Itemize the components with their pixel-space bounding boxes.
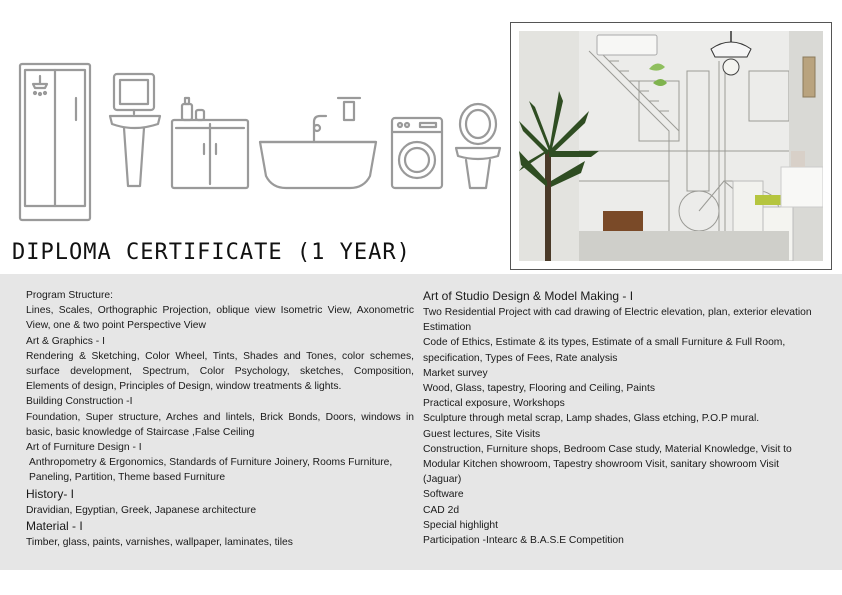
furniture-design-heading: Art of Furniture Design - I bbox=[26, 442, 142, 454]
estimation-heading: Estimation bbox=[423, 322, 472, 334]
washbasin-icon bbox=[110, 74, 160, 186]
studio-heading: Art of Studio Design & Model Making - I bbox=[423, 289, 634, 303]
program-structure-text: Lines, Scales, Orthographic Projection, oblique view Isometric View, Axonometric View, one & two point Perspective View bbox=[26, 305, 414, 332]
course-content-panel bbox=[0, 274, 842, 570]
practical-text: Sculpture through metal scrap, Lamp shades, Glass etching, P.O.P mural. bbox=[423, 413, 760, 425]
history-text: Dravidian, Egyptian, Greek, Japanese architecture bbox=[26, 504, 257, 516]
page-title: DIPLOMA CERTIFICATE (1 YEAR) bbox=[12, 240, 411, 265]
art-graphics-text: Rendering & Sketching, Color Wheel, Tints, Shades and Tones, color schemes, surface development, Spectrum, Color Psychology, sketches, Composition, Elements of design, Principles of Design, window treatments & lights. bbox=[26, 350, 414, 393]
shower-cabin-icon bbox=[20, 64, 90, 220]
history-heading: History- I bbox=[26, 486, 74, 501]
estimation-text: Code of Ethics, Estimate & its types, Estimate of a small Furniture & Full Room, specification, Types of Fees, Rate analysis bbox=[423, 337, 786, 364]
special-heading: Special highlight bbox=[423, 519, 498, 531]
building-construction-text: Foundation, Super structure, Arches and lintels, Brick Bonds, Doors, windows in basic, basic knowledge of Staircase ,False Ceiling bbox=[26, 411, 414, 438]
market-text: Wood, Glass, tapestry, Flooring and Ceiling, Paints bbox=[423, 383, 655, 395]
program-structure-heading: Program Structure: bbox=[26, 290, 113, 301]
header bbox=[0, 0, 842, 274]
right-column bbox=[423, 288, 815, 548]
cabinet-icon bbox=[172, 98, 248, 188]
bathtub-icon bbox=[260, 98, 376, 188]
bathroom-illustration bbox=[14, 58, 504, 228]
interior-photo-frame bbox=[510, 22, 832, 270]
software-heading: Software bbox=[423, 489, 464, 501]
material-heading: Material - I bbox=[26, 518, 83, 533]
guest-heading: Guest lectures, Site Visits bbox=[423, 428, 541, 440]
guest-text: Construction, Furniture shops, Bedroom Case study, Material Knowledge, Visit to Modular Kitchen showroom, Tapestry showroom Visit, sanitary showroom Visit (Jaguar) bbox=[423, 443, 792, 486]
building-construction-heading: Building Construction -I bbox=[26, 396, 133, 408]
market-heading: Market survey bbox=[423, 367, 488, 379]
toilet-icon bbox=[456, 104, 500, 188]
studio-text: Two Residential Project with cad drawing of Electric elevation, plan, exterior elevation bbox=[423, 307, 812, 318]
cafe-interior-image bbox=[519, 31, 823, 261]
material-text: Timber, glass, paints, varnishes, wallpaper, laminates, tiles bbox=[26, 536, 293, 548]
art-graphics-heading: Art & Graphics - I bbox=[26, 335, 105, 347]
furniture-design-text: Anthropometry & Ergonomics, Standards of Furniture Joinery, Rooms Furniture, Paneling, Partition, Theme based Furniture bbox=[29, 457, 393, 484]
special-text: Participation -Intearc & B.A.S.E Competition bbox=[423, 535, 624, 547]
software-text: CAD 2d bbox=[423, 504, 460, 516]
left-column bbox=[26, 288, 414, 550]
interior-photo bbox=[519, 31, 823, 261]
practical-heading: Practical exposure, Workshops bbox=[423, 398, 565, 410]
washing-machine-icon bbox=[392, 118, 442, 188]
